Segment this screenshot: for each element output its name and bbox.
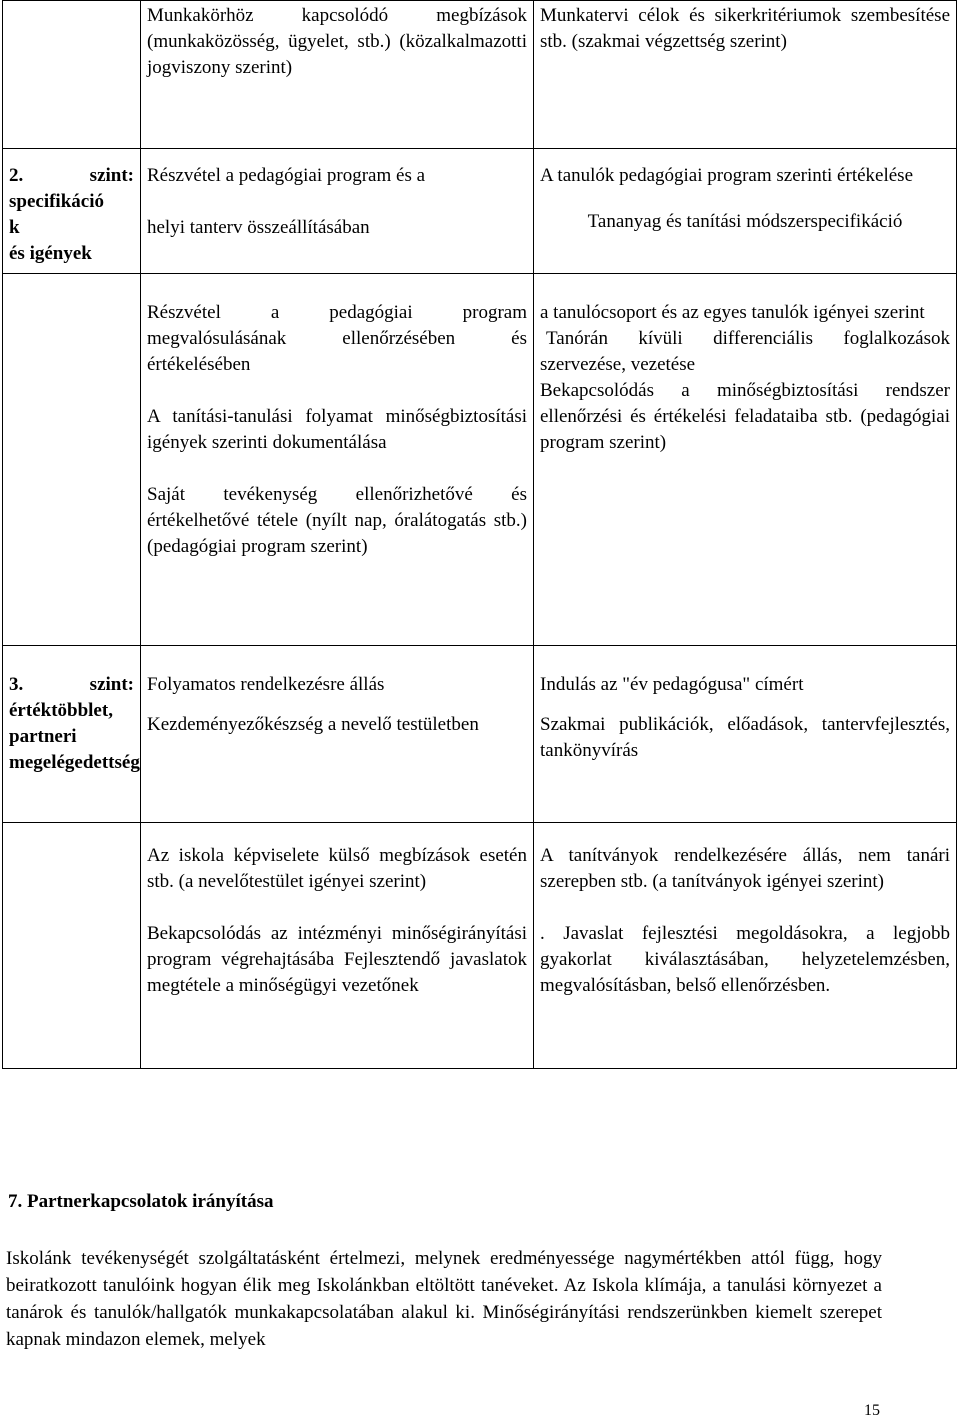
competency-table xyxy=(2,0,957,1069)
cell-text: Részvétel a pedagógiai program és a xyxy=(147,165,426,186)
table-cell xyxy=(141,1,534,149)
cell-text: A tanítási-tanulási folyamat minőségbiztosítási igények szerinti dokumentálása xyxy=(147,406,527,453)
table-cell xyxy=(141,149,534,274)
spacer xyxy=(147,895,527,921)
cell-text: Az iskola képviselete külső megbízások esetén stb. (a nevelőtestület igényei szerint) xyxy=(147,845,527,892)
cell-text: a tanulócsoport és az egyes tanulók igényei szerint xyxy=(540,302,925,323)
table-cell xyxy=(141,823,534,1069)
table-cell xyxy=(534,274,957,646)
spacer xyxy=(540,895,950,921)
level-heading-line: 2. szint: xyxy=(9,165,134,186)
level-heading-line: k xyxy=(9,217,20,238)
cell-text: A tanulók pedagógiai program szerinti értékelése xyxy=(540,165,914,186)
spacer xyxy=(540,698,950,712)
table-cell-empty xyxy=(3,274,141,646)
cell-text: Munkatervi célok és sikerkritériumok szembesítése stb. (szakmai végzettség szerint) xyxy=(540,5,950,52)
body-paragraph: Iskolánk tevékenységét szolgáltatásként értelmezi, melynek eredményessége nagymértékben attól függ, hogy beiratkozott tanulóink hogyan élik meg Iskolánkban eltöltött tanéveket. Az Iskola klímája, a tanulási környezet a tanárok és tanulók/hallgatók munkakapcsolatában alakul ki. Minőségirányítási rendszerünkben kiemelt szerepet kapnak mindazon elemek, melyek xyxy=(6,1248,882,1350)
level-heading xyxy=(3,149,141,274)
section-heading: 7. Partnerkapcsolatok irányítása xyxy=(8,1191,274,1212)
table-cell xyxy=(534,1,957,149)
cell-text: A tanítványok rendelkezésére állás, nem tanári szerepben stb. (a tanítványok igényei szerint) xyxy=(540,845,950,892)
table-cell xyxy=(534,149,957,274)
spacer xyxy=(147,189,527,215)
table-row xyxy=(3,823,957,1069)
table-row xyxy=(3,274,957,646)
table-row xyxy=(3,1,957,149)
cell-text: . Javaslat fejlesztési megoldásokra, a legjobb gyakorlat kiválasztásában, helyzetelemzésben, megvalósításban, belső ellenőrzésben. xyxy=(540,923,950,996)
table-cell xyxy=(141,274,534,646)
table-cell xyxy=(534,823,957,1069)
cell-text: helyi tanterv összeállításában xyxy=(147,217,370,238)
spacer xyxy=(147,378,527,404)
cell-text: Folyamatos rendelkezésre állás xyxy=(147,674,385,695)
page-number: 15 xyxy=(864,1402,880,1419)
table-cell xyxy=(534,646,957,823)
level-heading-line: és igények xyxy=(9,243,92,264)
cell-text: Részvétel a pedagógiai program megvalósulásának ellenőrzésében és értékelésében xyxy=(147,302,527,375)
level-heading xyxy=(3,646,141,823)
cell-text: Bekapcsolódás a minőségbiztosítási rendszer ellenőrzési és értékelési feladataiba stb. (pedagógiai program szerint) xyxy=(540,380,950,453)
cell-text: Szakmai publikációk, előadások, tantervfejlesztés, tankönyvírás xyxy=(540,714,950,761)
cell-text: Munkakörhöz kapcsolódó megbízások (munkaközösség, ügyelet, stb.) (közalkalmazotti jogviszony szerint) xyxy=(147,5,527,78)
table-row xyxy=(3,149,957,274)
table-cell xyxy=(141,646,534,823)
cell-text: Saját tevékenység ellenőrizhetővé és értékelhetővé tétele (nyílt nap, óralátogatás stb.) (pedagógiai program szerint) xyxy=(147,484,527,557)
cell-text: Tananyag és tanítási módszerspecifikáció xyxy=(587,211,903,232)
level-heading-line: specifikáció xyxy=(9,191,104,212)
table-row xyxy=(3,646,957,823)
level-heading-text: 3. szint: értéktöbblet, partneri megelégedettség xyxy=(9,674,140,773)
cell-text: Kezdeményezőkészség a nevelő testületben xyxy=(147,714,479,735)
cell-text: Bekapcsolódás az intézményi minőségirányítási program végrehajtásába Fejlesztendő javaslatok megtétele a minőségügyi vezetőnek xyxy=(147,923,527,996)
cell-text: Indulás az "év pedagógusa" címért xyxy=(540,674,804,695)
table-cell-empty xyxy=(3,1,141,149)
spacer xyxy=(147,698,527,712)
table-cell-empty xyxy=(3,823,141,1069)
cell-text: Tanórán kívüli differenciális foglalkozások szervezése, vezetése xyxy=(540,328,950,375)
spacer xyxy=(147,456,527,482)
